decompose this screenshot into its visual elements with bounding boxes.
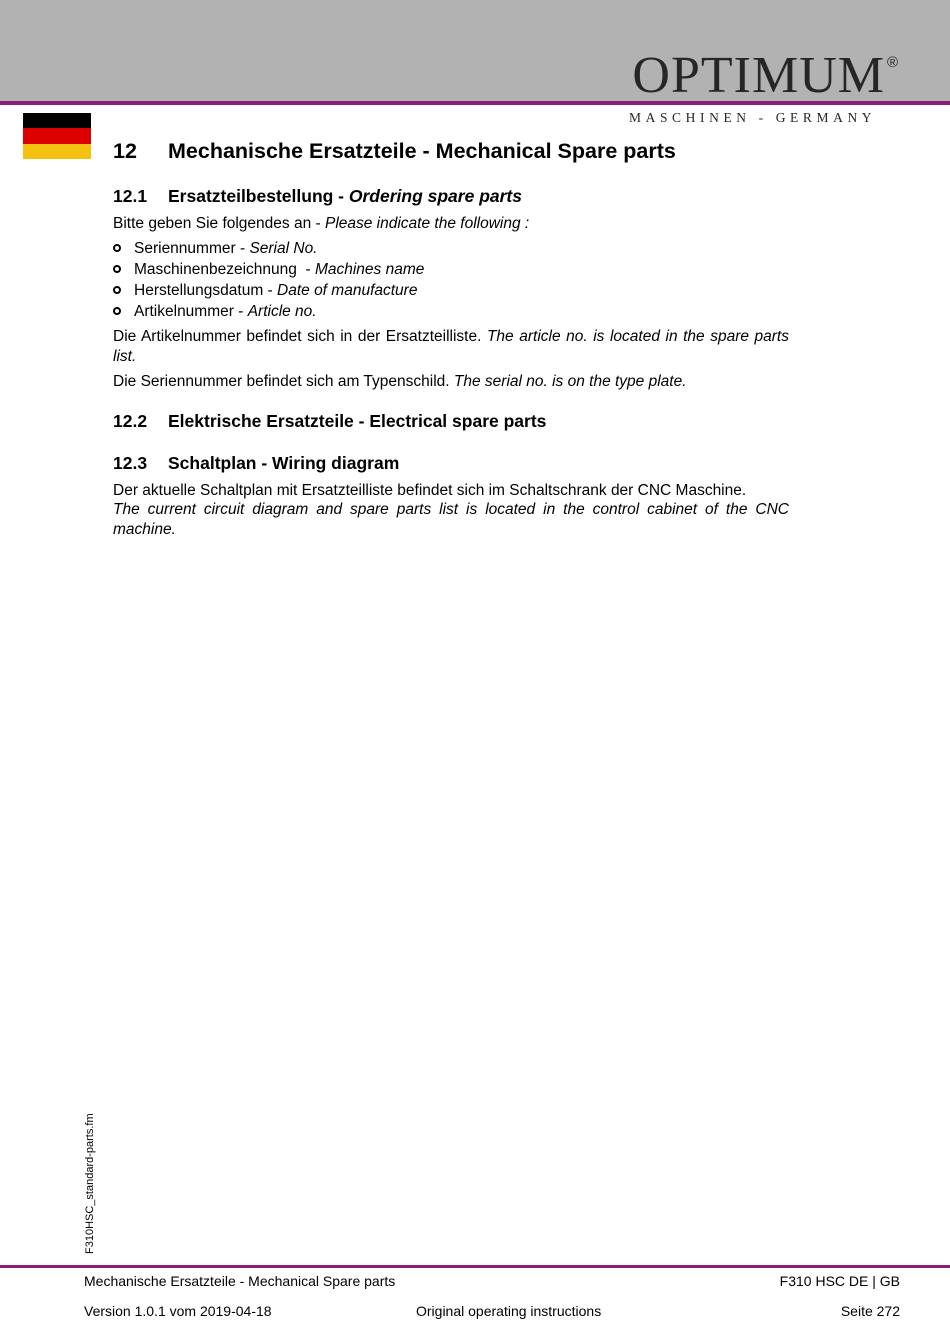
article-number-paragraph <box>113 327 789 366</box>
wiring-paragraph-tail <box>113 520 789 540</box>
serial-number-paragraph <box>113 372 789 392</box>
list-item <box>113 281 417 300</box>
brand-tagline: MASCHINEN - GERMANY <box>629 110 877 125</box>
wiring-paragraph-de <box>113 481 789 501</box>
subsection-heading-12-3 <box>113 453 399 474</box>
subsection-number: 12.3 <box>113 453 148 473</box>
brand-logo: OPTIMUM <box>632 47 885 104</box>
para-de: Der aktuelle Schaltplan mit Ersatzteilliste befindet sich im Schaltschrank der CNC Maschine. <box>113 482 747 499</box>
footer-chapter: Mechanische Ersatzteile - Mechanical Spare parts <box>84 1273 396 1289</box>
footer-model: F310 HSC DE | GB <box>779 1273 900 1289</box>
footer-divider <box>0 1265 950 1268</box>
intro-de: Bitte geben Sie folgendes an - <box>113 215 325 232</box>
subsection-title-de: Ersatzteilbestellung - <box>168 186 349 206</box>
item-de: Herstellungsdatum - <box>134 282 278 299</box>
bullet-icon <box>113 286 121 294</box>
item-en: Machines name <box>314 261 425 278</box>
list-item <box>113 260 424 279</box>
intro-en: Please indicate the following : <box>324 215 530 232</box>
para-en: The current circuit diagram and spare parts list is located in the control cabinet of the CNC <box>113 501 789 518</box>
subsection-title-en: Ordering spare parts <box>348 186 522 206</box>
list-item <box>113 302 317 321</box>
para-de: Die Artikelnummer befindet sich in der Ersatzteilliste. <box>113 328 487 345</box>
item-en: Article no. <box>247 303 317 320</box>
bullet-icon <box>113 265 121 273</box>
item-en: Date of manufacture <box>277 282 418 299</box>
subsection-title: Schaltplan - Wiring diagram <box>168 453 400 473</box>
subsection-heading-12-2 <box>113 411 546 432</box>
item-de: Artikelnummer - <box>134 303 248 320</box>
section-title: Mechanische Ersatzteile - Mechanical Spare parts <box>168 139 676 163</box>
bullet-icon <box>113 307 121 315</box>
footer-version: Version 1.0.1 vom 2019-04-18 <box>84 1303 272 1319</box>
item-en: Serial No. <box>249 240 318 257</box>
section-number: 12 <box>113 139 137 163</box>
footer-doc-type: Original operating instructions <box>416 1303 602 1319</box>
source-file-label: F310HSC_standard-parts.fm <box>84 1113 96 1254</box>
list-item <box>113 239 318 258</box>
german-flag-icon <box>23 113 91 159</box>
subsection-heading-12-1 <box>113 186 522 207</box>
para-en: The article no. is located in the spare parts list. <box>113 328 789 365</box>
registered-mark: ® <box>886 54 898 71</box>
item-de: Maschinenbezeichnung - <box>134 261 315 278</box>
subsection-number: 12.1 <box>113 186 148 206</box>
para-de: Die Seriennummer befindet sich am Typenschild. <box>113 373 454 390</box>
wiring-paragraph-en <box>113 500 789 520</box>
footer-page-number: Seite 272 <box>840 1303 900 1319</box>
subsection-title: Elektrische Ersatzteile - Electrical spare parts <box>168 411 547 431</box>
bullet-icon <box>113 244 121 252</box>
section-heading <box>113 139 676 164</box>
para-en: The serial no. is on the type plate. <box>453 373 687 390</box>
item-de: Seriennummer - <box>134 240 250 257</box>
intro-text <box>113 214 789 234</box>
subsection-number: 12.2 <box>113 411 148 431</box>
para-tail: machine. <box>113 521 176 538</box>
